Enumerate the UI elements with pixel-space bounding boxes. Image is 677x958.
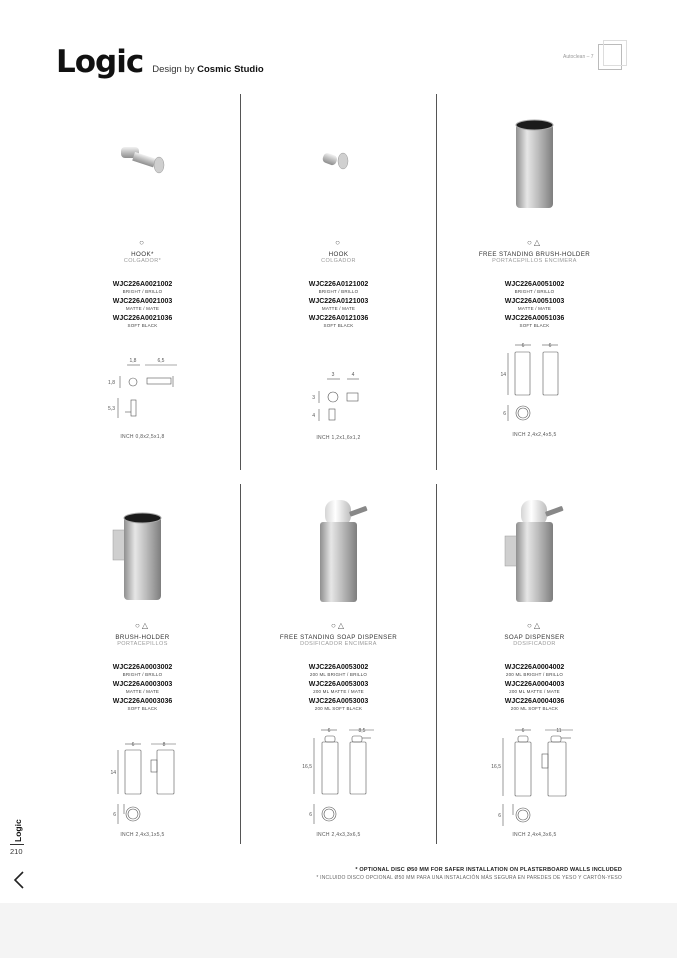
finish-label: 200 ML MATTE / MATE: [509, 689, 560, 694]
product-code: WJC226A0051002: [504, 281, 565, 288]
viewer-bottom-bar: [0, 903, 677, 958]
product-code: WJC226A0004003: [504, 681, 565, 688]
brand-subtitle: [152, 64, 263, 75]
dimension-drawing: [241, 369, 436, 429]
dim-c: 14: [500, 372, 506, 378]
product-name-es: COLGADOR*: [123, 258, 162, 264]
product-code: WJC226A0121003: [308, 298, 369, 305]
product-card-hook[interactable]: [241, 94, 436, 470]
dim-d: 6: [113, 812, 116, 818]
product-code: WJC226A0053003: [308, 681, 369, 688]
product-codes: [437, 277, 632, 328]
dim-b: 4: [351, 372, 355, 378]
dimension-caption: INCH 2,4x4,3x6,5: [512, 832, 557, 838]
product-name-block: [45, 634, 240, 648]
brand-header: [56, 44, 264, 80]
dim-b: 6: [548, 343, 552, 349]
product-feature-icons: ○△: [331, 621, 346, 630]
dimension-drawing: [437, 339, 632, 429]
soap-dispenser-product-image: [437, 496, 632, 606]
soap-dispenser-product-image: [241, 496, 436, 606]
brush-holder-product-image: [45, 508, 240, 604]
page-number: 210: [10, 847, 23, 856]
finish-label: SOFT BLACK: [127, 706, 158, 711]
product-codes: [241, 660, 436, 711]
dimension-drawing: [241, 724, 436, 830]
product-card-free-standing-brush-holder[interactable]: [437, 94, 632, 470]
product-feature-icons: ○: [335, 238, 342, 247]
dim-c: 16,5: [302, 764, 312, 770]
dim-c: 1,8: [108, 380, 115, 386]
product-codes: [241, 277, 436, 328]
hook-product-image: [45, 134, 240, 179]
product-codes: [437, 660, 632, 711]
dim-b: 8,5: [358, 728, 366, 734]
product-code: WJC226A0021036: [112, 315, 173, 322]
brand-title: Logic: [56, 44, 144, 80]
hook-product-image: [241, 139, 436, 179]
product-code: WJC226A0053003: [308, 698, 369, 705]
finish-label: 200 ML BRIGHT / BRILLO: [309, 672, 368, 677]
product-feature-icons: ○: [139, 238, 146, 247]
dimension-drawing: [437, 724, 632, 830]
product-code: WJC226A0003003: [112, 681, 173, 688]
product-name-block: [241, 251, 436, 265]
side-rule: [10, 844, 24, 845]
product-name: BRUSH-HOLDER: [115, 634, 170, 641]
finish-label: 200 ML MATTE / MATE: [313, 689, 364, 694]
product-name-block: [437, 251, 632, 265]
dim-b: 8: [162, 742, 166, 748]
product-code: WJC226A0003002: [112, 664, 173, 671]
dimension-drawing: [45, 354, 240, 429]
product-code: WJC226A0021003: [112, 298, 173, 305]
product-name-block: [45, 251, 240, 265]
finish-label: MATTE / MATE: [517, 306, 552, 311]
dim-a: 6: [521, 343, 525, 349]
dimension-caption: INCH 2,4x3,3x6,5: [316, 832, 361, 838]
chevron-left-icon[interactable]: [10, 869, 30, 891]
brush-holder-product-image: [437, 116, 632, 212]
badge-text: Autoclean – 7: [563, 54, 594, 60]
cube-icon: [598, 44, 622, 70]
finish-label: SOFT BLACK: [519, 323, 550, 328]
subtitle-prefix: Design by: [152, 64, 195, 75]
product-feature-icons: ○△: [527, 238, 542, 247]
dim-d: 5,3: [108, 406, 115, 412]
autoclean-badge: [563, 44, 622, 70]
dim-c: 16,5: [491, 764, 501, 770]
product-name-block: [437, 634, 632, 648]
dim-c: 14: [110, 770, 116, 776]
dimension-caption: INCH 2,4x3,1x5,5: [120, 832, 165, 838]
product-name: SOAP DISPENSER: [504, 634, 565, 641]
dim-a: 6: [131, 742, 135, 748]
product-card-free-standing-soap-dispenser[interactable]: [241, 484, 436, 844]
finish-label: 200 ML SOFT BLACK: [314, 706, 363, 711]
product-name-es: PORTACEPILLOS ENCIMERA: [492, 258, 577, 264]
product-name-es: DOSIFICADOR ENCIMERA: [300, 641, 377, 647]
dim-d: 6: [503, 411, 506, 417]
finish-label: MATTE / MATE: [125, 306, 160, 311]
side-section-label: [11, 812, 29, 842]
dim-a: 6: [327, 728, 331, 734]
dim-b: 6,5: [157, 358, 165, 364]
product-name: HOOK: [328, 251, 349, 258]
product-code: WJC226A0121002: [308, 281, 369, 288]
product-name-es: PORTACEPILLOS: [117, 641, 168, 647]
section-label-text: Logic: [13, 819, 23, 842]
finish-label: BRIGHT / BRILLO: [122, 672, 163, 677]
product-code: WJC226A0004002: [504, 664, 565, 671]
product-code: WJC226A0053002: [308, 664, 369, 671]
finish-label: BRIGHT / BRILLO: [122, 289, 163, 294]
product-name-es: COLGADOR: [321, 258, 356, 264]
finish-label: 200 ML BRIGHT / BRILLO: [505, 672, 564, 677]
finish-label: 200 ML SOFT BLACK: [510, 706, 559, 711]
product-card-brush-holder[interactable]: [45, 484, 240, 844]
finish-label: SOFT BLACK: [127, 323, 158, 328]
dim-b: 11: [556, 728, 562, 734]
dimension-drawing: [45, 738, 240, 830]
dim-d: 6: [309, 812, 312, 818]
product-feature-icons: ○△: [135, 621, 150, 630]
product-name: FREE STANDING SOAP DISPENSER: [279, 634, 398, 641]
product-code: WJC226A0121036: [308, 315, 369, 322]
product-code: WJC226A0004036: [504, 698, 565, 705]
product-name: HOOK*: [131, 251, 154, 258]
dim-d: 4: [312, 413, 315, 419]
dim-a: 6: [521, 728, 525, 734]
dimension-caption: INCH 0,8x2,5x1,8: [120, 434, 165, 440]
product-codes: [45, 660, 240, 711]
dim-a: 3: [331, 372, 335, 378]
dimension-caption: INCH 2,4x2,4x5,5: [512, 432, 557, 438]
product-code: WJC226A0021002: [112, 281, 173, 288]
product-card-hook-disc[interactable]: [45, 94, 240, 470]
product-feature-icons: ○△: [527, 621, 542, 630]
studio-name: Cosmic Studio: [197, 64, 264, 75]
product-name-es: DOSIFICADOR: [513, 641, 556, 647]
product-code: WJC226A0051036: [504, 315, 565, 322]
dim-d: 6: [498, 813, 501, 819]
dimension-caption: INCH 1,2x1,6x1,2: [316, 435, 361, 441]
product-name-block: [241, 634, 436, 648]
dim-c: 3: [312, 395, 315, 401]
finish-label: BRIGHT / BRILLO: [318, 289, 359, 294]
product-code: WJC226A0051003: [504, 298, 565, 305]
product-codes: [45, 277, 240, 328]
finish-label: SOFT BLACK: [323, 323, 354, 328]
dim-a: 1,8: [129, 358, 137, 364]
product-name: FREE STANDING BRUSH-HOLDER: [478, 251, 591, 258]
footnote-es: * INCLUIDO DISCO OPCIONAL Ø50 MM PARA UNA INSTALACIÓN MÁS SEGURA EN PAREDES DE YESO Y CARTÓN-YESO: [316, 875, 622, 881]
finish-label: MATTE / MATE: [321, 306, 356, 311]
finish-label: MATTE / MATE: [125, 689, 160, 694]
finish-label: BRIGHT / BRILLO: [514, 289, 555, 294]
footnote-en: * OPTIONAL DISC Ø50 MM FOR SAFER INSTALLATION ON PLASTERBOARD WALLS INCLUDED: [355, 867, 622, 873]
product-card-soap-dispenser[interactable]: [437, 484, 632, 844]
product-code: WJC226A0003036: [112, 698, 173, 705]
